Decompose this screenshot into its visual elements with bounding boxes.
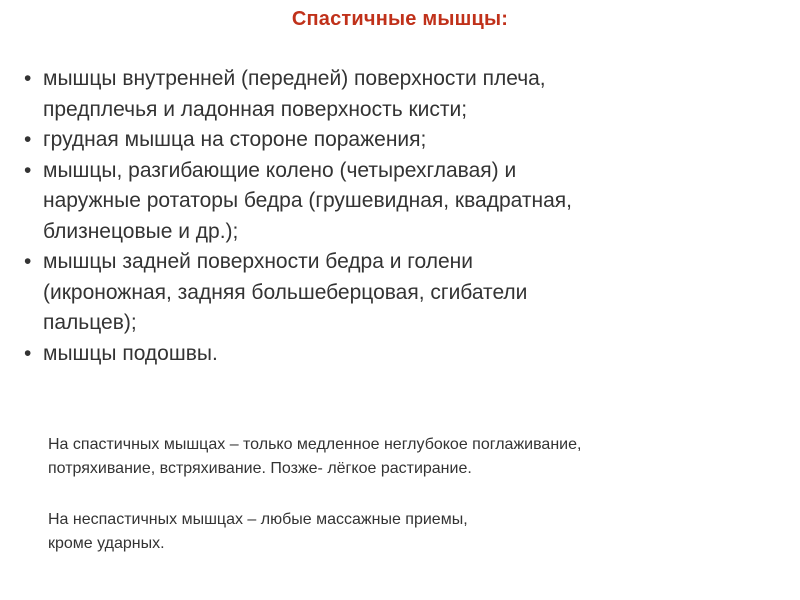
list-item [24,125,784,156]
bullet-line: предплечья и ладонная поверхность кисти; [43,97,468,121]
bullet-marker: • [24,158,32,182]
list-item [24,64,784,125]
bullet-line: мышцы внутренней (передней) поверхности плеча, [43,67,546,90]
bullet-line: (икроножная, задняя большеберцовая, сгибатели [43,280,528,304]
note-line: потряхивание, встряхивание. Позже- лёгкое растирание. [48,460,472,477]
list-item [24,247,784,339]
note-line: На неспастичных мышцах – любые массажные приемы, [48,511,468,528]
list-item [24,339,784,370]
bullet-line: наружные ротаторы бедра (грушевидная, квадратная, [43,189,572,212]
bullet-line: грудная мышца на стороне поражения; [43,128,427,151]
note-line: кроме ударных. [48,535,165,552]
bullet-line: мышцы задней поверхности бедра и голени [43,250,473,273]
bullet-line: пальцев); [43,311,137,334]
note-non-spastic [48,508,796,556]
bullet-line: близнецовые и др.); [43,219,239,243]
bullet-marker: • [24,67,32,90]
note-spastic [48,433,796,481]
bullet-list [24,64,784,369]
bullet-marker: • [24,250,32,273]
bullet-marker: • [24,128,32,151]
note-line: На спастичных мышцах – только медленное неглубокое поглаживание, [48,436,582,453]
slide-title: Спастичные мышцы: [291,8,509,30]
bullet-marker: • [24,341,32,365]
bullet-line: мышцы подошвы. [43,341,218,365]
list-item [24,156,784,248]
bullet-line: мышцы, разгибающие колено (четырехглавая) и [43,158,517,182]
